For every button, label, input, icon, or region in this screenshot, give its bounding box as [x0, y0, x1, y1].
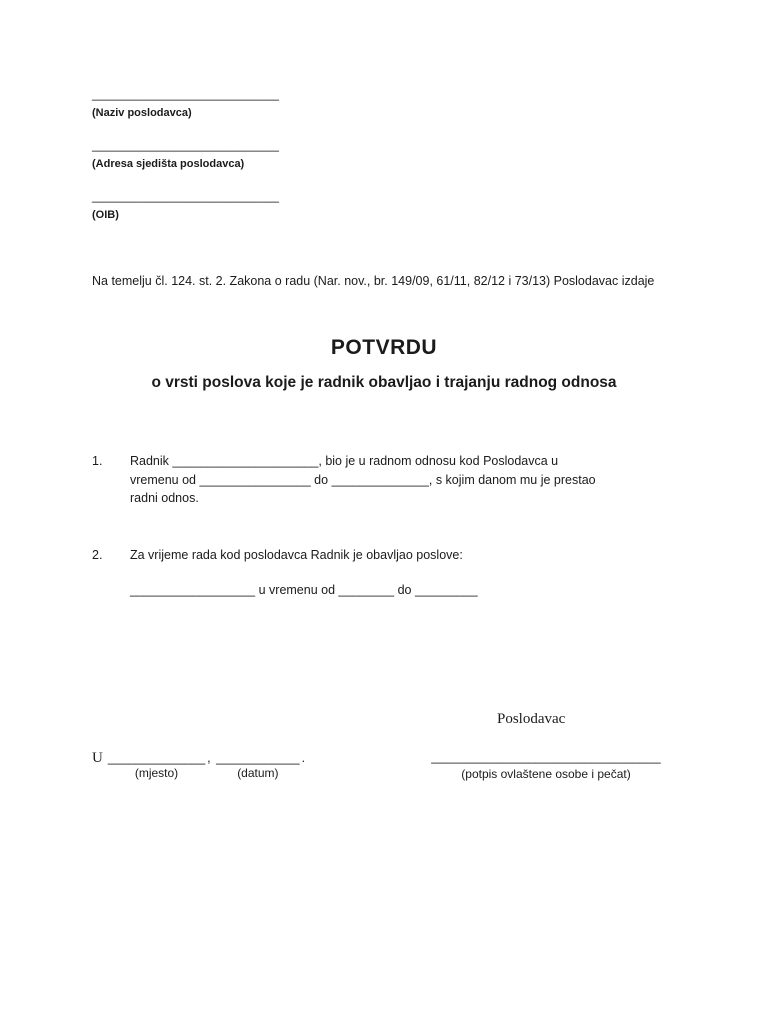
place-date-terminator: . — [301, 751, 306, 765]
item-1-line-1: Radnik _____________________, bio je u radnom odnosu kod Poslodavca u — [130, 454, 559, 468]
employer-address-field — [92, 139, 279, 171]
employer-oib-label: (OIB) — [92, 209, 119, 221]
signature-blank: _________________________________ — [431, 750, 661, 764]
employer-name-field — [92, 88, 279, 120]
employer-signature-heading: Poslodavac — [497, 711, 566, 727]
item-2-text — [130, 546, 463, 565]
date-label: (datum) — [237, 766, 279, 780]
document-subtitle: o vrsti poslova koje je radnik obavljao i trajanju radnog odnosa — [151, 374, 617, 391]
place-date-separator: , — [207, 751, 211, 765]
place-field — [107, 751, 206, 780]
employer-name-blank: ____________________________ — [92, 87, 279, 101]
letterhead — [92, 88, 279, 241]
document-title: POTVRDU — [330, 336, 438, 359]
employer-address-label: (Adresa sjedišta poslodavca) — [92, 158, 245, 170]
employer-name-label: (Naziv poslodavca) — [92, 107, 192, 119]
place-date-row — [92, 750, 307, 780]
item-1-number: 1. — [92, 454, 103, 468]
signature-label: (potpis ovlaštene osobe i pečat) — [461, 767, 631, 781]
employer-address-blank: ____________________________ — [92, 138, 279, 152]
employer-oib-blank: ____________________________ — [92, 189, 279, 203]
item-2-fill-line: __________________ u vremenu od ________ do _________ — [130, 583, 478, 597]
place-prefix: U — [92, 750, 103, 766]
item-1-text — [130, 452, 596, 508]
item-1-line-3: radni odnos. — [130, 491, 199, 505]
item-2-number: 2. — [92, 548, 103, 562]
signature-area — [430, 750, 662, 781]
place-blank: ______________ — [107, 751, 206, 765]
employer-oib-field — [92, 190, 279, 222]
date-field — [216, 751, 300, 780]
list-item-2 — [92, 546, 463, 565]
list-item-1 — [92, 452, 596, 508]
date-blank: ____________ — [216, 751, 300, 765]
place-label: (mjesto) — [134, 766, 179, 780]
item-2-line-1: Za vrijeme rada kod poslodavca Radnik je obavljao poslove: — [130, 548, 463, 562]
legal-basis-paragraph: Na temelju čl. 124. st. 2. Zakona o radu (Nar. nov., br. 149/09, 61/11, 82/12 i 73/13) Poslodavac izdaje — [92, 274, 655, 288]
item-1-line-2: vremenu od ________________ do ______________, s kojim danom mu je prestao — [130, 472, 596, 487]
